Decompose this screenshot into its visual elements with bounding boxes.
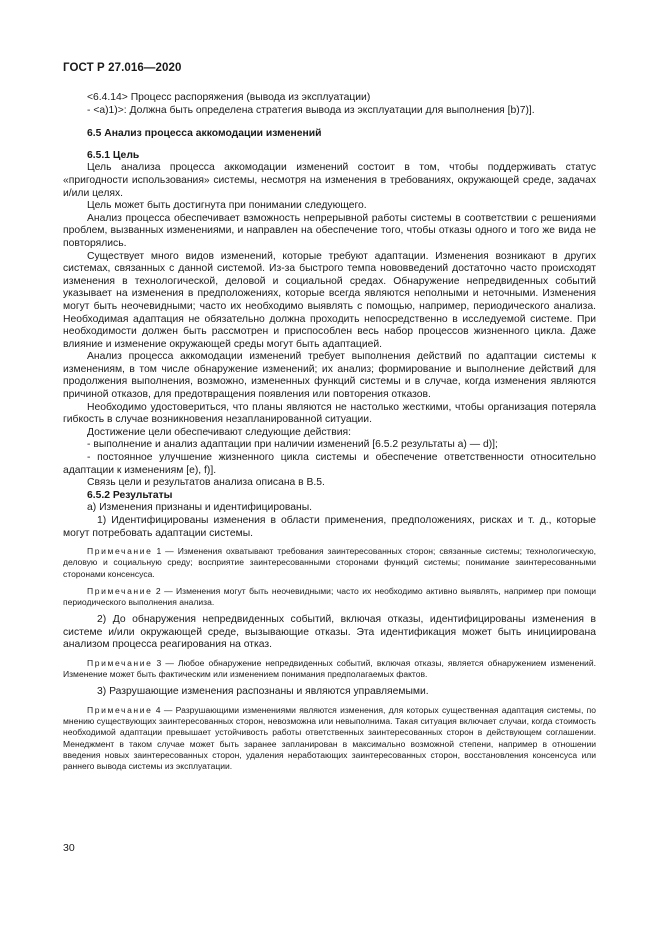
- note-text: 1 — Изменения охватывают требования заинтересованных сторон; связанные системы; технологическую, деловую и социальную среду; восприятие заинтересованными сторонами функций системы; понимание заинтересованными сторонами консенсуса.: [63, 546, 596, 579]
- paragraph: Достижение цели обеспечивают следующие действия:: [87, 426, 352, 438]
- list-item: - выполнение и анализ адаптации при наличии изменений [6.5.2 результаты а) — d)];: [87, 439, 498, 451]
- subsection-heading: 6.5.1 Цель: [87, 149, 140, 161]
- paragraph: Цель может быть достигнута при понимании следующего.: [87, 200, 367, 212]
- paragraph: <6.4.14> Процесс распоряжения (вывода из эксплуатации): [87, 92, 371, 103]
- paragraph: 1) Идентифицированы изменения в области применения, предположениях, рисках и т. д., которые могут потребовать адаптации системы.: [63, 515, 596, 539]
- paragraph: Существует много видов изменений, которые требуют адаптации. Изменения возникают в других системах, связанных с данной системой. Из-за быстрого темпа нововведений достаточно часто происходят изменения в технологической, деловой и социальной средах. Обнаружение непредвиденных событий указывает на изменения в предположениях, которые всегда являются неполными и неточными. Изменения могут быть неочевидными; часто их необходимо выявлять с помощью, например, периодического анализа. Необходимая адаптация не обязательно должна проходить непосредственно в исследуемой системе. При необходимости должен быть рассмотрен и приспособлен весь набор процессов жизненного цикла. Даже влияние и изменение окружающей среды могут быть адаптацией.: [63, 250, 596, 350]
- list-item: - постоянное улучшение жизненного цикла системы и обеспечение ответственности относительно адаптации к изменениям [e), f)].: [63, 452, 596, 476]
- paragraph: Связь цели и результатов анализа описана в В.5.: [87, 477, 325, 489]
- note: [63, 705, 596, 772]
- paragraph: Необходимо удостовериться, что планы являются не настолько жесткими, чтобы организация потеряла гибкость в случае возникновения незапланированной ситуации.: [63, 401, 596, 426]
- page-number: 30: [63, 842, 75, 854]
- note: [63, 546, 596, 580]
- note: [63, 586, 596, 608]
- paragraph: Анализ процесса обеспечивает взможность непрерывной работы системы в соответствии с решениями проблем, вызванных изменениями, и направлен на обеспечение того, чтобы отказы одного и того же вида не повторялись.: [63, 212, 596, 249]
- paragraph: 3) Разрушающие изменения распознаны и являются управляемыми.: [97, 686, 429, 698]
- note-label: Примечание: [87, 585, 153, 596]
- subsection-heading: 6.5.2 Результаты: [87, 489, 173, 501]
- note-label: Примечание: [87, 657, 153, 668]
- note-text: 3 — Любое обнаружение непредвиденных событий, включая отказы, является обнаружением изменений. Изменение может быть фактическим или изменением понимания предполагаемых фактов.: [63, 657, 596, 680]
- document-body: [63, 92, 596, 778]
- paragraph: 2) До обнаружения непредвиденных событий, включая отказы, идентифицированы изменения в системе и/или окружающей среде, вызывающие отказы. Эта идентификация может быть инициирована анализом процесса реагирования на отказ.: [63, 614, 596, 651]
- note-text: 2 — Изменения могут быть неочевидными; часто их необходимо активно выявлять, например при помощи периодического выполнения анализа.: [63, 585, 596, 607]
- paragraph: - <a)1)>: Должна быть определена стратегия вывода из эксплуатации для выполнения [b)7)].: [87, 104, 535, 116]
- section-heading: 6.5 Анализ процесса аккомодации изменений: [87, 128, 322, 140]
- note: [63, 658, 596, 680]
- document-header: ГОСТ Р 27.016—2020: [63, 62, 182, 74]
- paragraph: Анализ процесса аккомодации изменений требует выполнения действий по адаптации системы к изменениям, в том числе обнаружение изменений; их анализ; формирование и выполнение действий для продолжения выполнения, возможно, измененных функций системы и в случае, когда изменения являются причиной отказов, для предотвращения появления или повторения отказов.: [63, 351, 596, 401]
- paragraph: а) Изменения признаны и идентифицированы.: [87, 502, 312, 514]
- paragraph: Цель анализа процесса аккомодации изменений состоит в том, чтобы поддерживать статус «пригодности использования» системы, несмотря на изменения в требованиях, окружающей среде, задачах и/или целях.: [63, 162, 596, 199]
- note-label: Примечание: [87, 704, 153, 715]
- note-label: Примечание: [87, 546, 153, 557]
- note-text: 4 — Разрушающими изменениями являются изменения, для которых существенная адаптация системы, по мнению существующих заинтересованных сторон, невозможна или невыполнима. Такая ситуация включает случаи, когда стоимость необходимой адаптации превышает устойчивость работы ответственных заинтересованных сторон в действующем соглашении. Менеджмент в таком случае может быть заранее запланирован в максимально возможной степени, например в отношении введения новых заинтересованных сторон, удаления неработающих заинтересованных сторон, восстановления консенсуса или раннего вывода системы из эксплуатации.: [63, 704, 596, 771]
